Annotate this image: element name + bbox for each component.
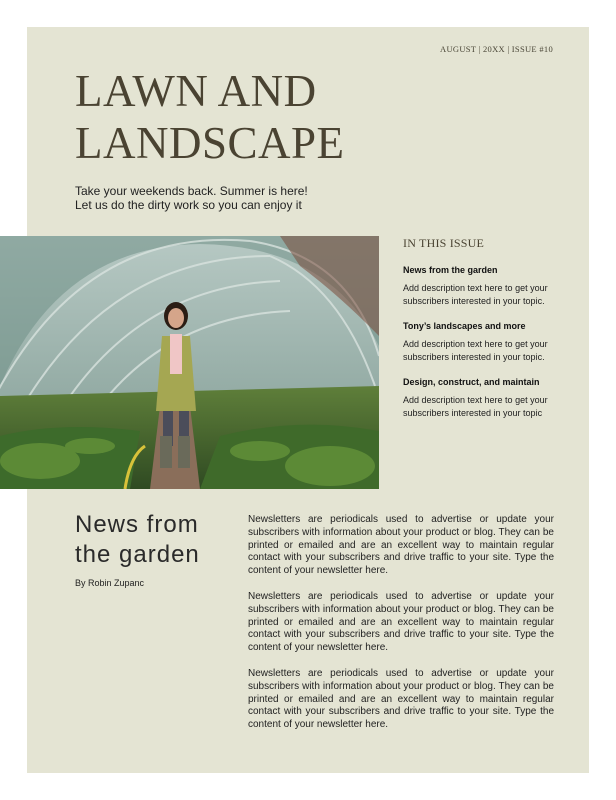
issue-item-title: News from the garden [403,265,498,275]
in-this-issue-heading: IN THIS ISSUE [403,236,485,250]
issue-item-desc: Add description text here to get your subscribers interested in your topic. [403,339,548,362]
newsletter-page [27,27,589,773]
issue-item [403,321,573,363]
article-byline: By Robin Zupanc [75,578,145,588]
article-paragraph: Newsletters are periodicals used to advertise or update your subscribers with information about your product or blog. They can be printed or emailed and are an excellent way to maintain regular contact with your subscribers and drive traffic to your site. Type the content of your newsletter here. [248,667,554,731]
issue-item [403,377,573,419]
greenhouse-photo [0,236,379,489]
tagline-line-2: Let us do the dirty work so you can enjoy it [75,198,302,212]
article-paragraph: Newsletters are periodicals used to advertise or update your subscribers with information about your product or blog. They can be printed or emailed and are an excellent way to maintain regular contact with your subscribers and drive traffic to your site. Type the content of your newsletter here. [248,590,554,654]
issue-item-title: Design, construct, and maintain [403,377,540,387]
tagline-line-1: Take your weekends back. Summer is here! [75,184,308,198]
issue-item-desc: Add description text here to get your subscribers interested in your topic. [403,283,548,306]
title-line-1: LAWN AND [75,66,317,116]
article-title-line-1: News from [75,511,199,538]
title-line-2: LANDSCAPE [75,118,345,168]
article-body [248,514,554,745]
issue-item-title: Tony’s landscapes and more [403,321,526,331]
article-title-line-2: the garden [75,541,200,568]
newsletter-title [75,65,515,169]
issue-meta: AUGUST | 20XX | ISSUE #10 [440,44,553,54]
issue-item [403,265,573,307]
issue-item-desc: Add description text here to get your subscribers interested in your topic [403,395,548,418]
article-title [75,510,245,570]
tagline [75,184,395,212]
article-paragraph: Newsletters are periodicals used to advertise or update your subscribers with information about your product or blog. They can be printed or emailed and are an excellent way to maintain regular contact with your subscribers and drive traffic to your site. Type the content of your newsletter here. [248,514,554,577]
in-this-issue [403,236,573,433]
